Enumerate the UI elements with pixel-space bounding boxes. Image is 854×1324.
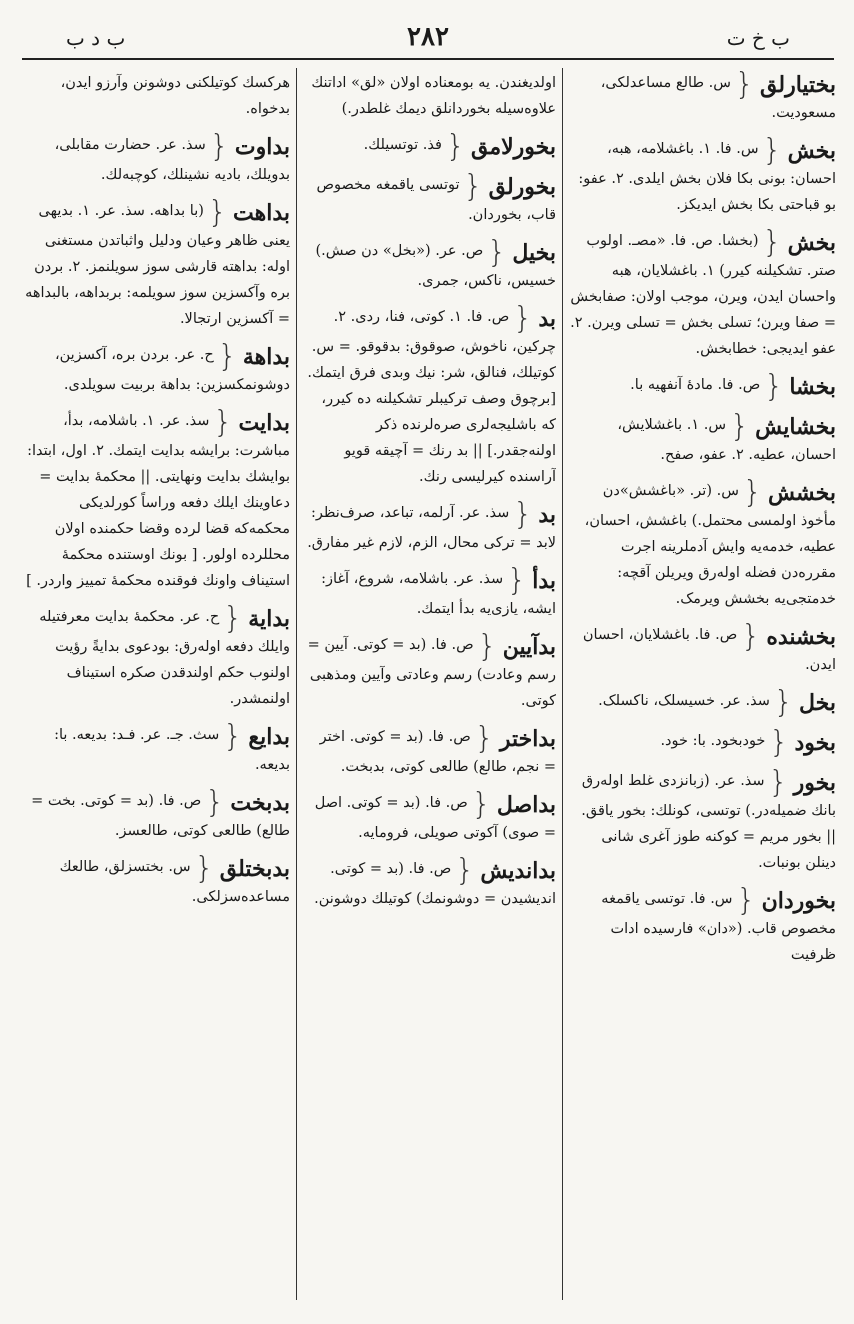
brace-glyph: { [487, 235, 507, 270]
dictionary-entry [304, 301, 556, 490]
dictionary-entry [570, 70, 836, 126]
brace-glyph: { [769, 725, 789, 760]
entry-headword: بخیل [512, 240, 556, 266]
entry-definition: سذ. عر. (زبانزدی غلط اوله‌رق بانك ضمیله‌در.) توتسی، کونلك: بخور یاقق. || بخور مریم = کوکنه طوز آغری شانی دینلن بونبات. [581, 773, 836, 871]
brace-glyph: { [223, 601, 243, 636]
dictionary-entry [570, 765, 836, 876]
brace-glyph: { [741, 619, 761, 654]
entry-headword: بداوت [234, 134, 290, 160]
entry-definition: س. بختسزلق، طالعك مساعده‌سزلکی. [59, 859, 290, 905]
dictionary-entry [570, 475, 836, 612]
dictionary-entry [304, 853, 556, 912]
entry-definition: ص. فا. (بد = کوتی. بخت = طالع) طالعی کوتی، طالعسز. [31, 793, 290, 839]
brace-glyph: { [764, 369, 784, 404]
entry-headword: بخوردان [761, 888, 836, 914]
entry-definition: سذ. عر. ١. باشلامه، بدأ، مباشرت: برایشه بدایت ایتمك. ٢. اول، ابتدا: بوایشك بدایت ونهایتی. || محکمهٔ بدایت = دعاوینك ایلك دفعه وراساً کورلدیکی محکمه‌که قضا لرده وقضا حکمنده اولان محللرده اولور. [ بونك اوستنده محکمهٔ استیناف واونك فوقنده محکمهٔ تمییز واردر. ] [26, 413, 290, 589]
dictionary-entry [304, 787, 556, 846]
entry-definition: س. فا. ١. باغشلامه، هبه، احسان: بونی بکا فلان بخش ایلدی. ٢. عفو: بو قباحتی بکا بخش ایدیکز. [578, 141, 836, 213]
brace-glyph: { [463, 169, 483, 204]
dictionary-entry [304, 169, 556, 228]
brace-glyph: { [734, 70, 755, 102]
entry-definition: سذ. عر. آرلمه، تباعد، صرف‌نظر: لابد = ترکی محال، الزم، لازم غیر مفارق. [307, 505, 556, 551]
dictionary-entry [570, 685, 836, 720]
entry-headword: بداختر [499, 726, 556, 752]
dictionary-entry [570, 133, 836, 218]
dictionary-entry [570, 409, 836, 468]
entry-definition: سذ. عر. باشلامه، شروع، آغاز: ایشه، یازی‌یه بدأ ایتمك. [321, 571, 556, 617]
brace-glyph: { [471, 787, 491, 822]
brace-glyph: { [762, 225, 782, 260]
brace-glyph: { [209, 129, 229, 164]
guide-letters-left: ب د ب [66, 26, 126, 50]
dictionary-entry [20, 339, 290, 398]
dictionary-page [14, 10, 842, 1310]
brace-glyph: { [194, 851, 214, 886]
dictionary-entry [570, 225, 836, 362]
dictionary-entry [304, 721, 556, 780]
entry-definition: هرکسك کوتیلکنی دوشونن وآرزو ایدن، بدخواه. [60, 75, 290, 117]
brace-glyph: { [507, 563, 527, 598]
entry-definition: ص. فا. (بد = کوتی. اختر = نجم، طالع) طالعی کوتی، بدبخت. [319, 729, 556, 775]
entry-headword: بد [538, 502, 556, 528]
dictionary-entry [20, 851, 290, 910]
column-right [570, 70, 836, 1300]
entry-headword: بداهة [242, 344, 290, 370]
brace-glyph: { [768, 765, 788, 800]
brace-glyph: { [773, 685, 793, 720]
brace-glyph: { [223, 719, 243, 754]
entry-definition: ص. فا. (بد = کوتی. اصل = صوی) آکوتی صویلی، فرومایه. [314, 795, 556, 841]
dictionary-entry [304, 563, 556, 622]
brace-glyph: { [513, 497, 533, 532]
brace-glyph: { [445, 129, 465, 164]
entry-headword: بخشایش [755, 414, 836, 440]
entry-headword: بدایع [248, 724, 290, 750]
dictionary-entry [304, 129, 556, 164]
brace-glyph: { [730, 409, 750, 444]
column-divider-left [296, 68, 297, 1300]
dictionary-entry [304, 70, 556, 122]
entry-headword: بخورلق [488, 174, 556, 200]
column-left [20, 70, 290, 1300]
dictionary-entry [570, 883, 836, 968]
entry-definition: ص. فا. باغشلایان، احسان ایدن. [582, 627, 836, 673]
brace-glyph: { [742, 475, 762, 510]
brace-glyph: { [217, 339, 237, 374]
entry-definition: ص. عر. («بخل» دن صش.) خسیس، ناکس، جمری. [315, 243, 556, 289]
dictionary-entry [20, 405, 290, 594]
entry-headword: بدبختلق [219, 856, 290, 882]
brace-glyph: { [474, 721, 494, 756]
page-header [14, 22, 842, 58]
entry-definition: ص. فا. مادهٔ آنفهیه با. [630, 377, 761, 393]
entry-definition: (بخشا. ص. فا. «مصـ. اولوب صتر. تشکیلنه کیرر) ١. باغشلایان، هبه واحسان ایدن، ویرن، موجب اولان: صفابخش = صفا ویرن؛ تسلی بخش = تسلی ویرن. ٢. عفو ایدیجی: خطابخش. [570, 233, 836, 357]
entry-definition: ص. فا. (بد = کوتی. اندیشیدن = دوشونمك) کوتیلك دوشونن. [314, 861, 556, 907]
dictionary-entry [304, 235, 556, 294]
entry-headword: بخورلامق [471, 134, 556, 160]
entry-definition: س. ١. باغشلایش، احسان، عطیه. ٢. عفو، صفح. [617, 417, 836, 463]
entry-headword: بخش [787, 138, 836, 164]
dictionary-entry [20, 719, 290, 778]
entry-definition: ص. فا. (بد = کوتی. آیین = رسم وعادت) رسم وعادتی وآیین ومذهبی کوتی. [307, 637, 556, 709]
brace-glyph: { [477, 629, 497, 664]
column-divider-right [562, 68, 563, 1300]
entry-headword: بدایة [248, 606, 290, 632]
entry-definition: (با بداهه. سذ. عر. ١. بدیهی یعنی ظاهر وعیان ودلیل واثباتدن مستغنی اوله: بداهته قارشی سوز سویلنمز. ٢. بردن بره وآکسزین سوز سویلمه: بربداهه، بالبداهه = آکسزین ارتجالا. [25, 203, 290, 327]
dictionary-entry [20, 195, 290, 332]
dictionary-entry [570, 369, 836, 404]
page-number: ٢٨٢ [407, 22, 449, 52]
brace-glyph: { [736, 883, 756, 918]
entry-definition: ص. فا. ١. کوتی، فنا، ردی. ٢. چرکین، ناخوش، صوقوق: بدقوقو. = س. کوتیلك، فنالق، شر: نیك وبدی فرق ایتمك. [برچوق وصف ترکیبلر تشکیلنه ده کیرر، که باشلیجه‌لری صره‌لرنده ذکر اولنه‌جقدر.] || بد رنك = آچیقه قویو آرا‌سنده کیرلیسی رنك. [307, 309, 556, 485]
entry-headword: بخور [793, 770, 836, 796]
brace-glyph: { [762, 133, 782, 168]
entry-definition: ح. عر. محکمهٔ بدایت معرفتیله وایلك دفعه اوله‌رق: بودعوی بدایةً رؤیت اولنوب حکم اولندقدن صکره استیناف اولنمشدر. [39, 609, 290, 707]
entry-headword: بداهت [233, 200, 290, 226]
entry-definition: توتسی یاقمغه مخصوص قاب، بخوردان. [316, 177, 556, 223]
entry-headword: بخشش [768, 480, 836, 506]
entry-definition: س. (تر. «باغشش»دن مأخوذ اولمسی محتمل.) باغشش، احسان، عطیه، خدمه‌یه وایش آدملرینه اجرت مقرره‌دن فضله اوله‌رق ویریلن آقچه: خدمتجی‌یه بخشش ویرمک. [584, 483, 836, 607]
entry-definition: س. طالع مساعدلکی، مسعودیت. [600, 75, 836, 121]
brace-glyph: { [455, 853, 475, 888]
column-middle [304, 70, 556, 1300]
guide-letters-right: ب خ ت [726, 26, 790, 50]
dictionary-entry [20, 785, 290, 844]
dictionary-entry [304, 497, 556, 556]
entry-headword: بد [538, 306, 556, 332]
entry-headword: بدایت [238, 410, 290, 436]
entry-definition: خودبخود. با: خود. [660, 733, 766, 749]
brace-glyph: { [213, 405, 233, 440]
entry-definition: سذ. عر. خسیسلک، ناکسلک. [598, 693, 770, 709]
entry-headword: بخشنده [766, 624, 836, 650]
entry-headword: بخش [787, 230, 836, 256]
entry-headword: بداندیش [480, 858, 556, 884]
brace-glyph: { [207, 195, 227, 230]
dictionary-entry [20, 70, 290, 122]
entry-headword: بخل [799, 690, 836, 716]
dictionary-entry [20, 129, 290, 188]
entry-definition: ح. عر. بردن بره، آکسزین، دوشونمکسزین: بداهة بربیت سویلدی. [54, 347, 290, 393]
entry-headword: بدآیین [502, 634, 556, 660]
entry-headword: بختیارلق [760, 72, 836, 98]
dictionary-entry [570, 619, 836, 678]
entry-headword: بدأ [532, 568, 556, 594]
brace-glyph: { [513, 301, 533, 336]
entry-headword: بدبخت [230, 790, 290, 816]
entry-definition: س. فا. توتسی یاقمغه مخصوص قاب. («دان» فارسیده ادات ظرفیت [601, 891, 836, 963]
entry-definition: سث. جـ. عر. فـد: بدیعه. با: بدیعه. [54, 727, 290, 773]
entry-headword: بخشا [789, 374, 836, 400]
entry-headword: بخود [794, 730, 836, 756]
dictionary-entry [570, 725, 836, 760]
entry-definition: سذ. عر. حضارت مقابلی، بدویلك، بادیه نشینلك، کوچبه‌لك. [54, 137, 290, 183]
entry-definition: فذ. توتسیلك. [363, 137, 442, 153]
dictionary-entry [20, 601, 290, 712]
entry-definition: اولدیغندن. یه بومعناده اولان «لق» اداتنك علاوه‌سیله بخوردانلق دیمك غلطدر.) [311, 75, 556, 117]
dictionary-entry [304, 629, 556, 714]
header-rule [22, 58, 834, 60]
brace-glyph: { [205, 785, 225, 820]
entry-headword: بداصل [496, 792, 556, 818]
